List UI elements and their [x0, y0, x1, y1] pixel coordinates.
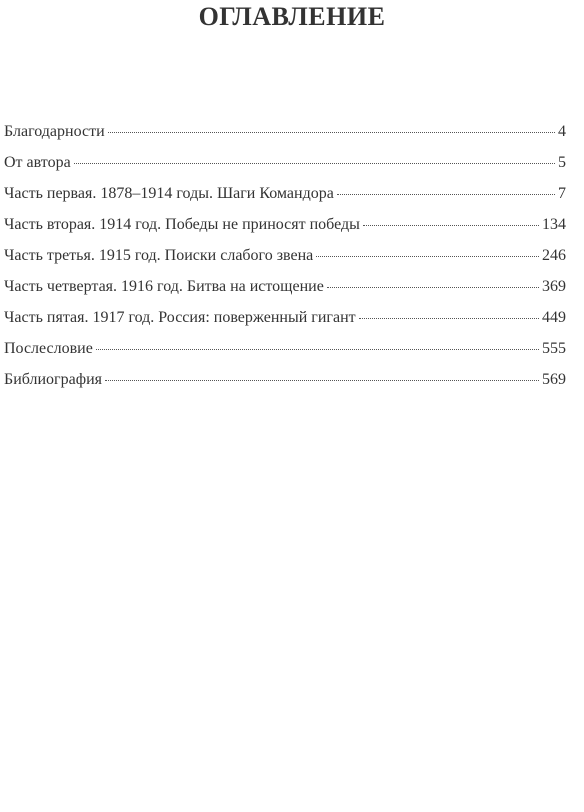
dot-leader	[74, 162, 555, 164]
toc-entry-title: Часть вторая. 1914 год. Победы не приносят победы	[4, 216, 360, 233]
toc-entry-part-two	[4, 209, 566, 240]
dot-leader	[108, 131, 555, 133]
toc-entry-title: Послесловие	[4, 340, 93, 357]
toc-entry-acknowledgements	[4, 116, 566, 147]
dot-leader	[363, 224, 539, 226]
table-of-contents	[4, 116, 566, 395]
page-title: ОГЛАВЛЕНИЕ	[198, 2, 386, 31]
toc-entry-page-number: 449	[542, 309, 566, 326]
toc-entry-page-number: 5	[558, 154, 566, 171]
toc-entry-title: Часть третья. 1915 год. Поиски слабого звена	[4, 247, 314, 264]
toc-entry-from-author	[4, 147, 566, 178]
dot-leader	[96, 348, 539, 350]
toc-entry-title: Часть четвертая. 1916 год. Битва на истощение	[4, 278, 324, 295]
toc-entry-afterword	[4, 333, 566, 364]
toc-entry-title: Часть первая. 1878–1914 годы. Шаги Командора	[4, 185, 334, 202]
toc-entry-page-number: 555	[542, 340, 566, 357]
toc-entry-title: От автора	[4, 154, 71, 171]
toc-entry-part-one	[4, 178, 566, 209]
toc-entry-title: Благодарности	[4, 123, 105, 140]
toc-entry-page-number: 134	[542, 216, 566, 233]
toc-entry-title: Библиография	[4, 371, 102, 388]
dot-leader	[105, 379, 539, 381]
toc-entry-page-number: 4	[558, 123, 566, 140]
toc-entry-page-number: 369	[542, 278, 566, 295]
dot-leader	[337, 193, 555, 195]
toc-entry-page-number: 246	[542, 247, 566, 264]
toc-entry-part-three	[4, 240, 566, 271]
dot-leader	[359, 317, 539, 319]
dot-leader	[327, 286, 539, 288]
toc-entry-part-four	[4, 271, 566, 302]
toc-entry-part-five	[4, 302, 566, 333]
dot-leader	[316, 255, 539, 257]
toc-entry-page-number: 7	[558, 185, 566, 202]
toc-entry-title: Часть пятая. 1917 год. Россия: поверженный гигант	[4, 309, 356, 326]
toc-entry-page-number: 569	[542, 371, 566, 388]
toc-entry-bibliography	[4, 364, 566, 395]
